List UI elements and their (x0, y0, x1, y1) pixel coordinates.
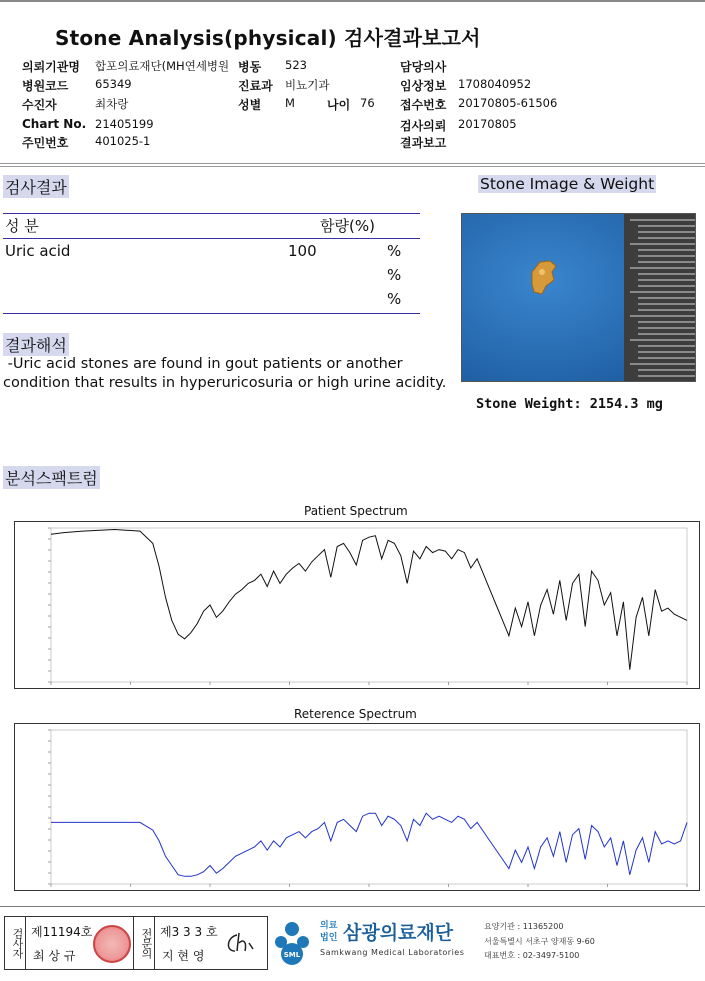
contact-line-2: 서울특별시 서초구 양재동 9-60 (484, 937, 595, 946)
examiner-license: 제11194호 (31, 925, 93, 939)
plot-frame (51, 730, 687, 884)
header-divider (0, 163, 705, 164)
examiner-seal (93, 925, 131, 963)
age-value: 76 (360, 96, 375, 110)
patient-value: 최차랑 (95, 97, 129, 111)
contact-line-1: 요양기관 : 11365200 (484, 922, 564, 931)
chart-no-label: Chart No. (22, 117, 87, 131)
doctor-label: 담당의사 (400, 60, 447, 74)
resident-no-label: 주민번호 (22, 136, 69, 150)
footer-divider (0, 906, 705, 907)
sml-logo-icon (272, 916, 312, 968)
sex-value: M (285, 96, 295, 110)
result-unit: % (387, 290, 402, 308)
examiner-name: 최 상 규 (33, 949, 76, 963)
report-label: 결과보고 (400, 136, 447, 150)
chart-no-value: 21405199 (95, 117, 154, 131)
clinical-info-value: 1708040952 (458, 77, 532, 91)
sex-label: 성별 (238, 98, 262, 112)
request-label: 검사의뢰 (400, 119, 447, 133)
patient-spectrum-title: Patient Spectrum (304, 504, 408, 518)
spectrum-series-line (51, 813, 687, 876)
plot-frame (51, 528, 687, 682)
patient-spectrum-chart (14, 521, 700, 689)
age-label: 나이 (327, 98, 351, 112)
spectrum-section-title: 분석스팩트럼 (3, 466, 100, 489)
dept-label: 진료과 (238, 79, 273, 93)
hospital-code-label: 병원코드 (22, 79, 69, 93)
specialist-license: 제3 3 3 호 (160, 925, 218, 939)
specialist-label: 전문의 (133, 917, 155, 969)
institution-value: 합포의료재단(MH연세병원 (95, 59, 230, 73)
table-bottom-line (3, 313, 420, 314)
org-english-name: Samkwang Medical Laboratories (320, 948, 465, 957)
sml-logo-text: SML (283, 951, 301, 959)
signature-box (4, 916, 268, 970)
interpretation-title: 결과해석 (3, 333, 69, 356)
reference-spectrum-svg (15, 724, 699, 890)
receipt-label: 접수번호 (400, 98, 447, 112)
specialist-signature (223, 929, 259, 957)
org-name: 삼광의료재단 (343, 922, 454, 944)
ward-value: 523 (285, 58, 307, 72)
clinical-info-label: 임상정보 (400, 79, 447, 93)
top-border (0, 0, 705, 6)
institution-label: 의뢰기관명 (22, 60, 80, 74)
request-value: 20170805 (458, 117, 517, 131)
result-component: Uric acid (5, 242, 71, 260)
examiner-label: 검사자 (5, 917, 26, 969)
result-unit: % (387, 266, 402, 284)
patient-label: 수진자 (22, 98, 57, 112)
content-column-header: 함량(%) (320, 217, 375, 235)
page-title: Stone Analysis(physical) 검사결과보고서 (55, 26, 481, 50)
stone-image-title: Stone Image & Weight (480, 175, 655, 193)
results-section-title: 검사결과 (3, 175, 69, 198)
stone-weight: Stone Weight: 2154.3 mg (476, 396, 663, 412)
reference-spectrum-chart (14, 723, 700, 891)
stone-photo (461, 213, 696, 382)
reference-spectrum-title: Reterence Spectrum (294, 707, 417, 721)
result-unit: % (387, 242, 402, 260)
table-top-line (3, 213, 420, 214)
resident-no-value: 401025-1 (95, 134, 151, 148)
result-amount: 100 (288, 242, 317, 260)
interpretation-line-2: condition that results in hyperuricosuria or high urine acidity. (3, 375, 447, 391)
ward-label: 병동 (238, 60, 262, 74)
interpretation-line-1: -Uric acid stones are found in gout patients or another (3, 356, 403, 372)
contact-line-3: 대표번호 : 02-3497-5100 (484, 951, 580, 960)
patient-spectrum-svg (15, 522, 699, 688)
org-prefix: 의료법인 (320, 921, 338, 943)
spectrum-series-line (51, 530, 687, 670)
table-header-line (3, 238, 420, 239)
receipt-value: 20170805-61506 (458, 96, 558, 110)
header-divider-2 (0, 166, 705, 167)
dept-value: 비뇨기과 (285, 78, 330, 92)
component-column-header: 성 분 (5, 217, 39, 235)
hospital-code-value: 65349 (95, 77, 132, 91)
specialist-name: 지 현 영 (162, 949, 205, 963)
